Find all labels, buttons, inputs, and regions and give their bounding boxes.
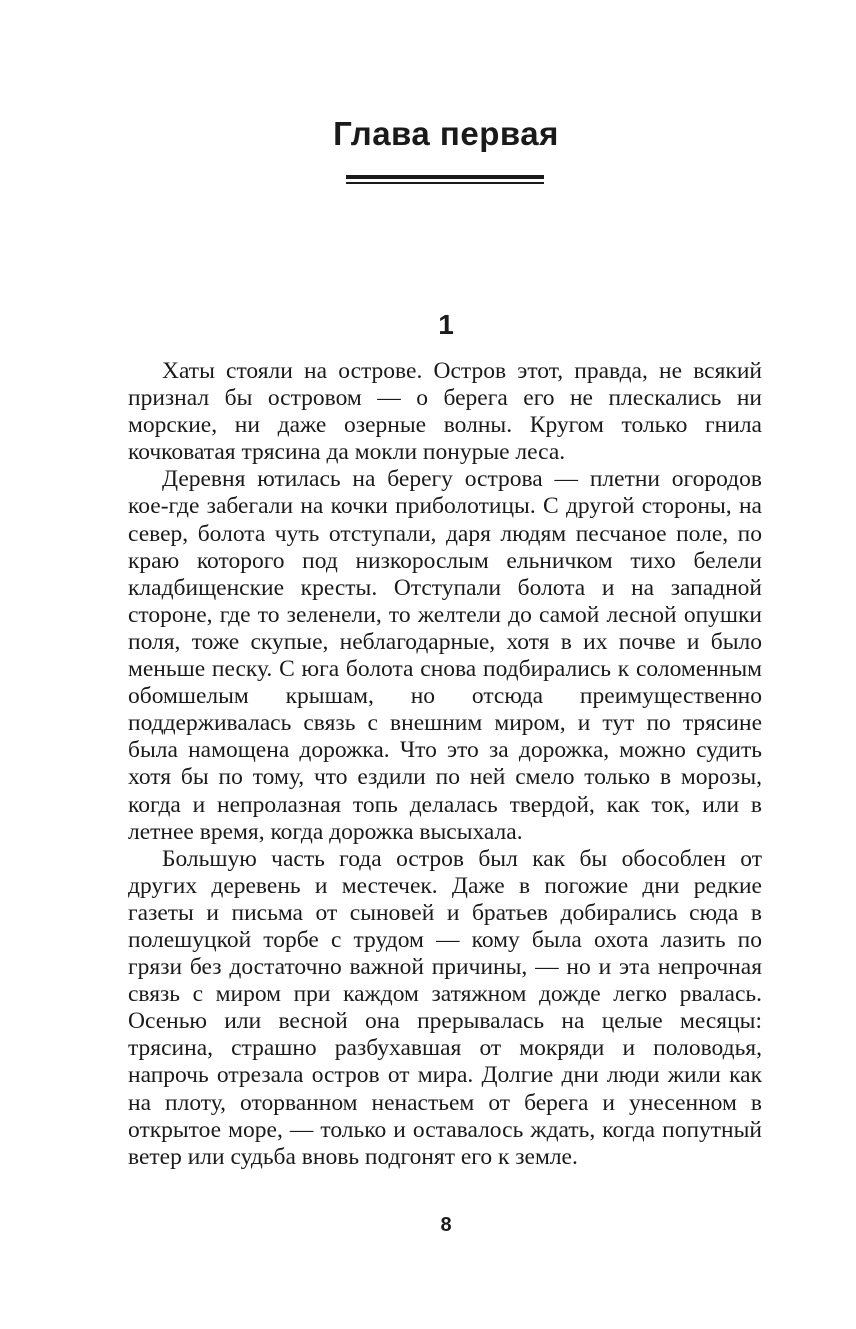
paragraph: Деревня ютилась на берегу острова — плетни огородов кое-где забегали на кочки приболотицы. С другой стороны, на север, болота чуть отступали, даря людям песчаное поле, по краю которого под низкорослым ельничком тихо белели кладбищенские кресты. Отступали болота и на западной стороне, где то зеленели, то желтели до самой лесной опушки поля, тоже скупые, неблагодарные, хотя в их почве и было меньше песку. С юга болота снова подбирались к соломенным обомшелым крышам, но отсюда преимущественно поддерживалась связь с внешним миром, и тут по трясине была намощена дорожка. Что это за дорожка, можно судить хотя бы по тому, что ездили по ней смело только в морозы, когда и непролазная топь делалась твердой, как ток, или в летнее время, когда дорожка высыхала. bbox=[128, 466, 762, 845]
section-number: 1 bbox=[438, 309, 454, 340]
paragraph: Большую часть года остров был как бы обособлен от других деревень и местечек. Даже в погожие дни редкие газеты и письма от сыновей и братьев добирались сюда в полешуцкой торбе с трудом — кому была охота лазить по грязи без достаточно важной причины, — но и эта непрочная связь с миром при каждом затяжном дожде легко рвалась. Осенью или весной она прерывалась на целые месяцы: трясина, страшно разбухавшая от мокряди и половодья, напрочь отрезала остров от мира. Долгие дни люди жили как на плоту, оторванном ненастьем от берега и унесенном в открытое море, — только и оставалось ждать, когда попутный ветер или судьба вновь подгонят его к земле. bbox=[128, 845, 762, 1170]
title-rule-thick-line bbox=[346, 175, 544, 179]
page-number: 8 bbox=[440, 1214, 452, 1236]
title-rule-thin-line bbox=[346, 182, 544, 184]
title-double-rule bbox=[346, 175, 544, 185]
chapter-title: Глава первая bbox=[333, 115, 559, 152]
body-text bbox=[128, 358, 762, 1171]
paragraph: Хаты стояли на острове. Остров этот, правда, не всякий признал бы островом — о берега его не плескались ни морские, ни даже озерные волны. Кругом только гнила кочковатая трясина да мокли понурые леса. bbox=[128, 358, 762, 466]
